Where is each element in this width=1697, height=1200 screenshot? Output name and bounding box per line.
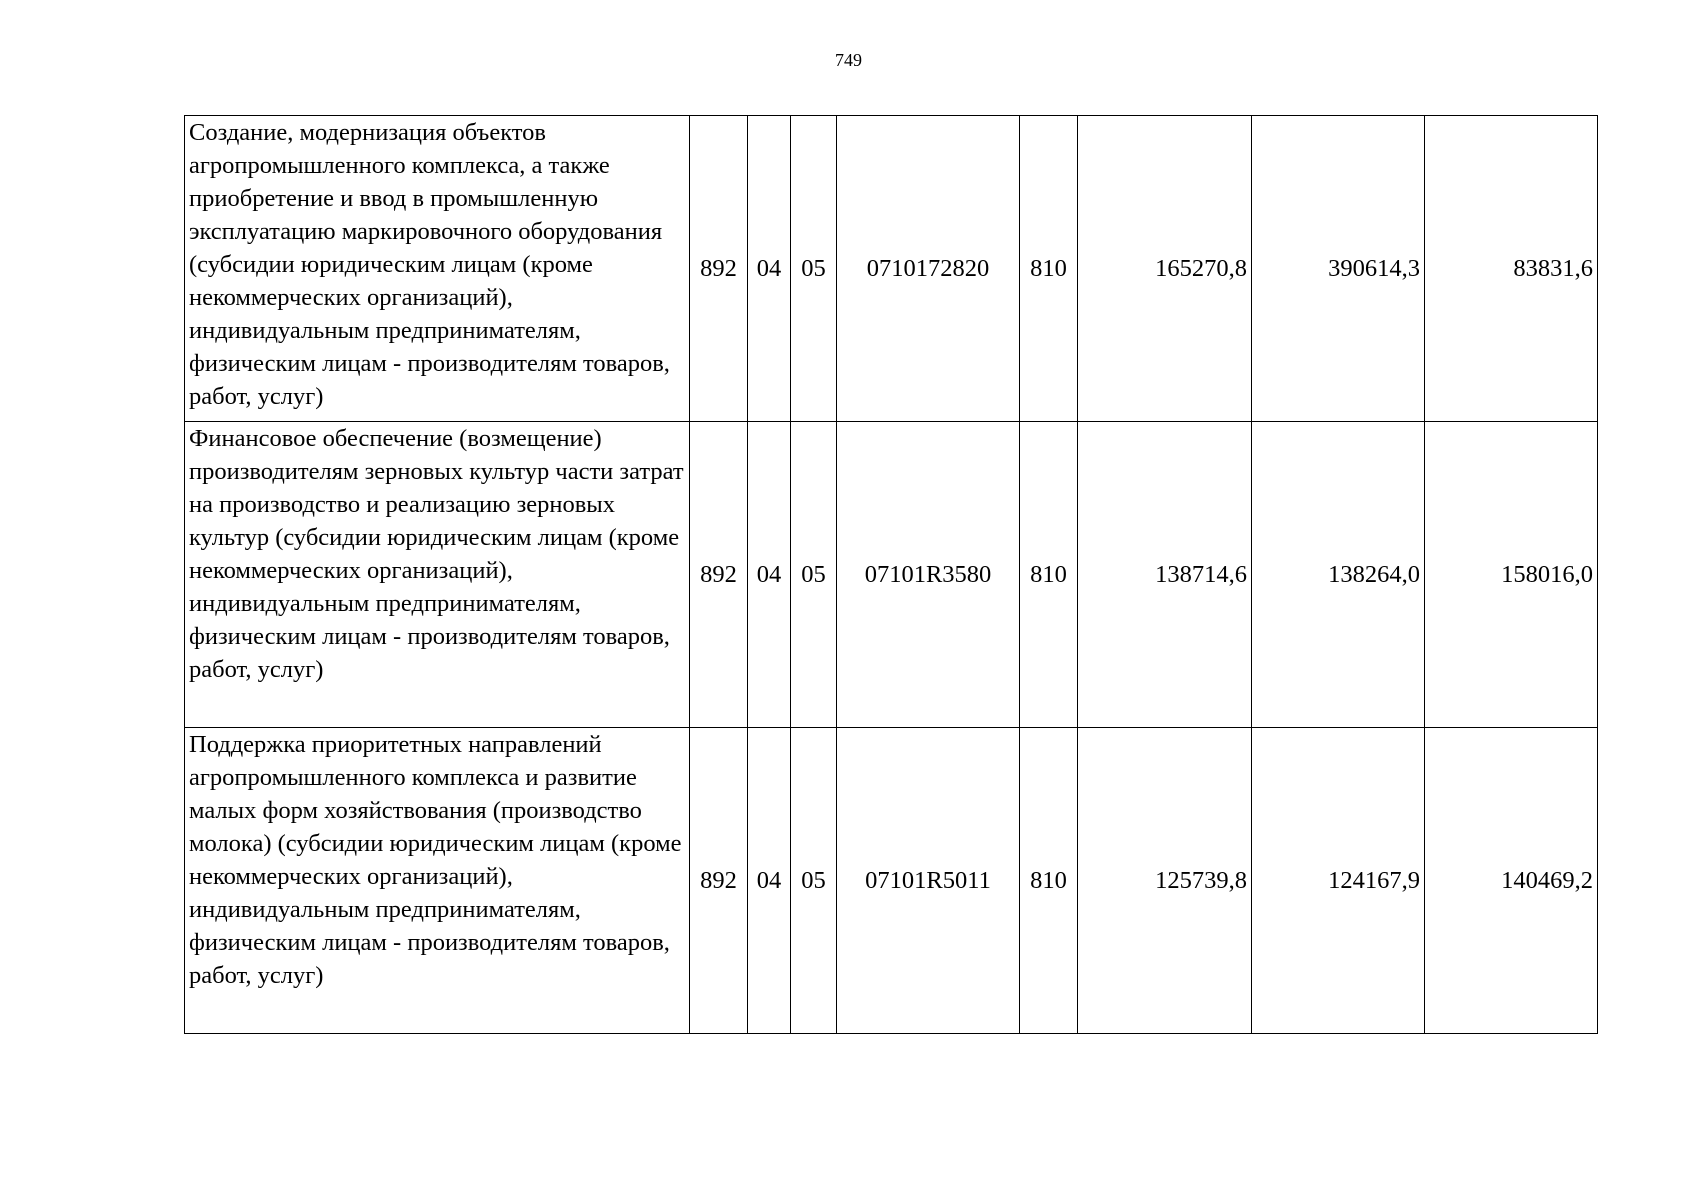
item-name-cell: Поддержка приоритетных направлений агропромышленного комплекса и развитие малых форм хозяйствования (производство молока) (субсидии юридическим лицам (кроме некоммерческих организаций), индивидуальным предпринимателям, физическим лицам - производителям товаров, работ, услуг) — [185, 728, 690, 1034]
target-article-cell: 07101R3580 — [837, 422, 1020, 728]
ministry-code-cell: 892 — [690, 422, 748, 728]
table-row — [185, 728, 1598, 1034]
amount-1-cell: 138714,6 — [1078, 422, 1252, 728]
section-code-cell: 04 — [748, 116, 791, 422]
amount-2-cell: 390614,3 — [1252, 116, 1425, 422]
subsection-code-cell: 05 — [791, 728, 837, 1034]
expense-type-cell: 810 — [1020, 116, 1078, 422]
ministry-code-cell: 892 — [690, 116, 748, 422]
table-row — [185, 116, 1598, 422]
target-article-cell: 07101R5011 — [837, 728, 1020, 1034]
target-article-cell: 0710172820 — [837, 116, 1020, 422]
expense-type-cell: 810 — [1020, 728, 1078, 1034]
section-code-cell: 04 — [748, 728, 791, 1034]
section-code-cell: 04 — [748, 422, 791, 728]
amount-3-cell: 158016,0 — [1425, 422, 1598, 728]
budget-table — [184, 115, 1598, 1034]
subsection-code-cell: 05 — [791, 422, 837, 728]
table-row — [185, 422, 1598, 728]
amount-2-cell: 138264,0 — [1252, 422, 1425, 728]
ministry-code-cell: 892 — [690, 728, 748, 1034]
amount-3-cell: 83831,6 — [1425, 116, 1598, 422]
expense-type-cell: 810 — [1020, 422, 1078, 728]
subsection-code-cell: 05 — [791, 116, 837, 422]
amount-1-cell: 125739,8 — [1078, 728, 1252, 1034]
amount-2-cell: 124167,9 — [1252, 728, 1425, 1034]
amount-3-cell: 140469,2 — [1425, 728, 1598, 1034]
item-name-cell: Создание, модернизация объектов агропромышленного комплекса, а также приобретение и ввод в промышленную эксплуатацию маркировочного оборудования (субсидии юридическим лицам (кроме некоммерческих организаций), индивидуальным предпринимателям, физическим лицам - производителям товаров, работ, услуг) — [185, 116, 690, 422]
item-name-cell: Финансовое обеспечение (возмещение) производителям зерновых культур части затрат на производство и реализацию зерновых культур (субсидии юридическим лицам (кроме некоммерческих организаций), индивидуальным предпринимателям, физическим лицам - производителям товаров, работ, услуг) — [185, 422, 690, 728]
amount-1-cell: 165270,8 — [1078, 116, 1252, 422]
page-number: 749 — [835, 50, 862, 70]
